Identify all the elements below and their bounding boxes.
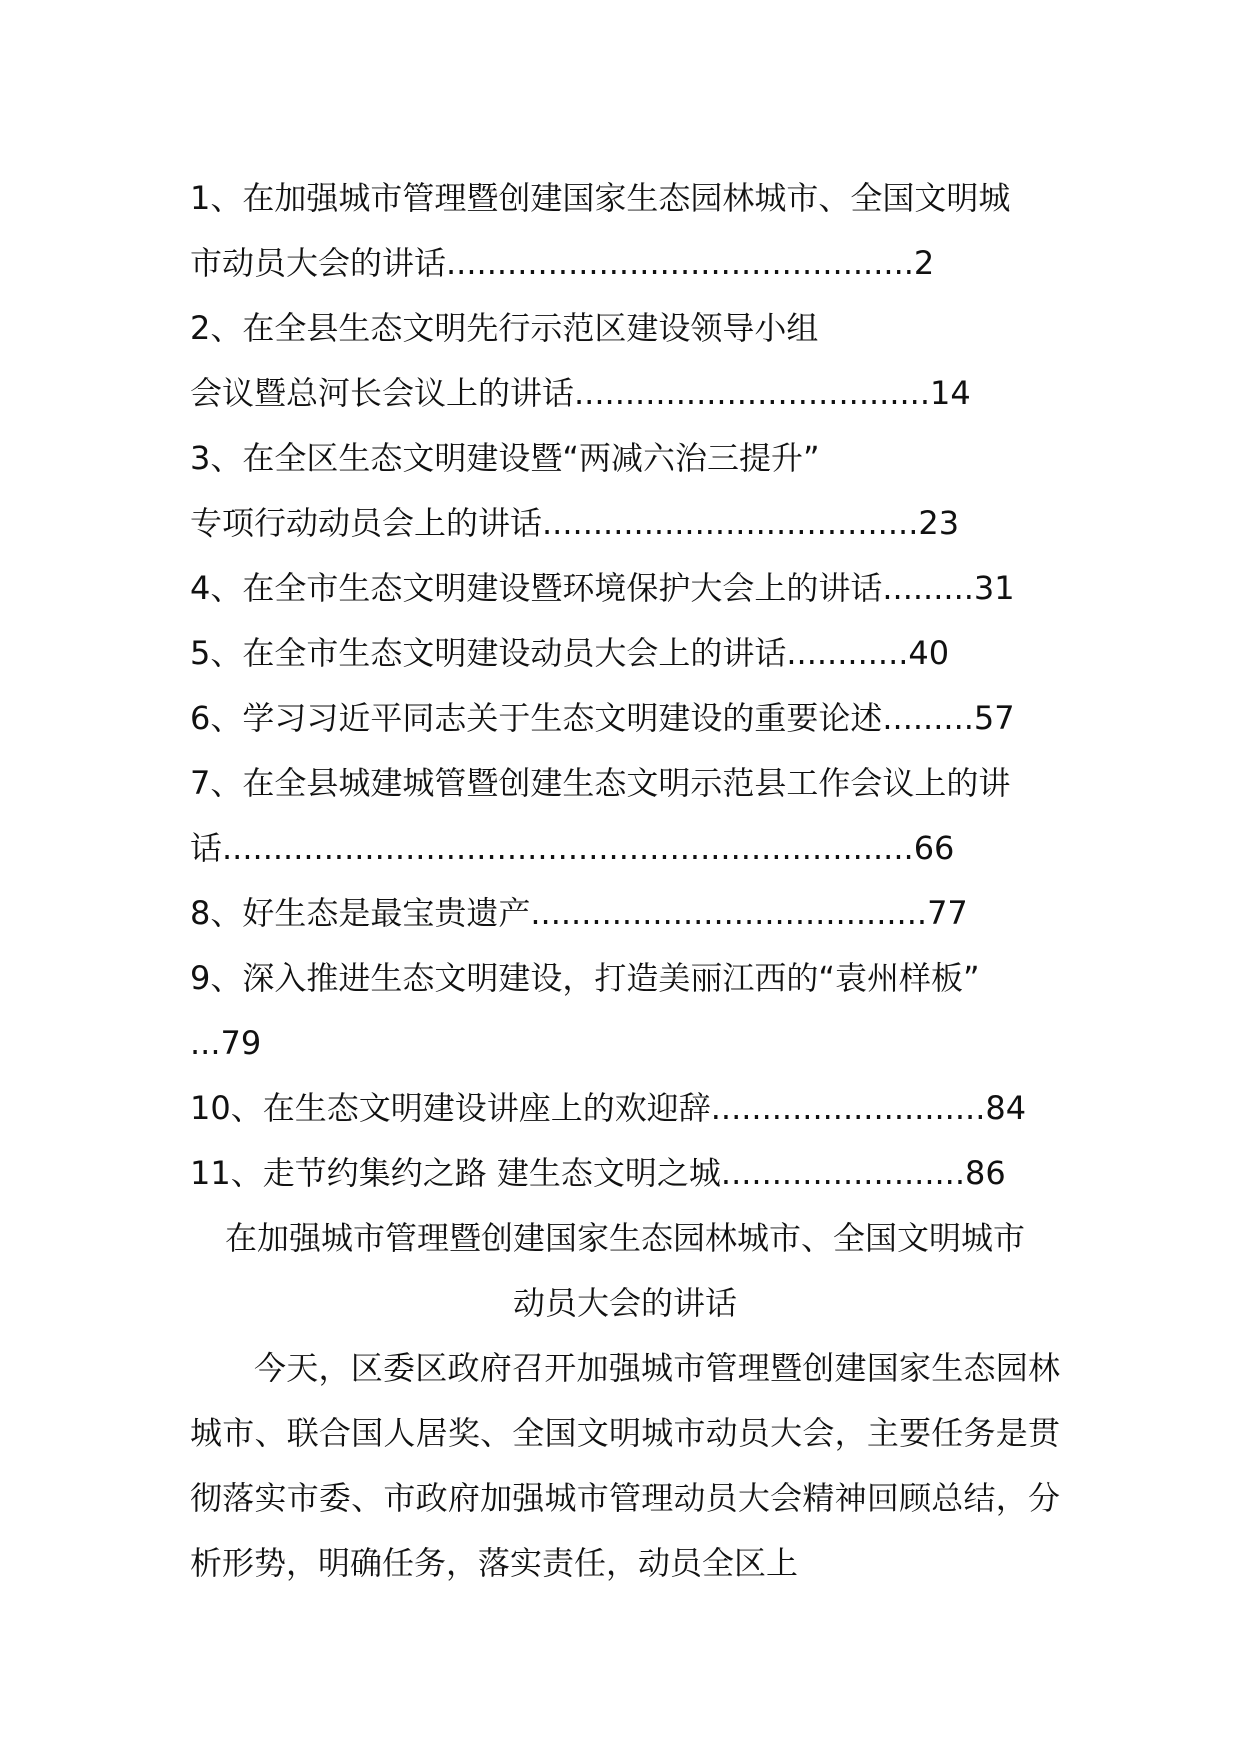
toc-line: 会议暨总河长会议上的讲话...................................14 bbox=[190, 374, 971, 412]
toc-line: ...79 bbox=[190, 1024, 262, 1062]
toc-line: 话....................................................................66 bbox=[190, 829, 955, 867]
toc-line: 市动员大会的讲话..............................................2 bbox=[190, 244, 935, 282]
toc-line: 4、在全市生态文明建设暨环境保护大会上的讲话.........31 bbox=[190, 569, 1015, 607]
article-paragraph: 今天，区委区政府召开加强城市管理暨创建国家生态园林城市、联合国人居奖、全国文明城市动员大会，主要任务是贯彻落实市委、市政府加强城市管理动员大会精神回顾总结，分析形势，明确任务，落实责任，动员全区上 bbox=[190, 1349, 1060, 1582]
toc-line: 3、在全区生态文明建设暨“两减六治三提升” bbox=[190, 439, 820, 477]
article-title-line-1: 在加强城市管理暨创建国家生态园林城市、全国文明城市 bbox=[224, 1219, 1025, 1257]
toc-line: 10、在生态文明建设讲座上的欢迎辞...........................84 bbox=[190, 1089, 1027, 1127]
toc-line: 2、在全县生态文明先行示范区建设领导小组 bbox=[190, 309, 819, 347]
article-title-line-2: 动员大会的讲话 bbox=[512, 1284, 737, 1322]
toc-line: 8、好生态是最宝贵遗产.......................................77 bbox=[190, 894, 968, 932]
toc-line: 7、在全县城建城管暨创建生态文明示范县工作会议上的讲 bbox=[190, 764, 1011, 802]
toc-line: 1、在加强城市管理暨创建国家生态园林城市、全国文明城 bbox=[190, 179, 1011, 217]
toc-line: 11、走节约集约之路 建生态文明之城........................86 bbox=[190, 1154, 1006, 1192]
toc-line: 5、在全市生态文明建设动员大会上的讲话............40 bbox=[190, 634, 950, 672]
toc-line: 9、深入推进生态文明建设，打造美丽江西的“袁州样板” bbox=[190, 959, 980, 997]
toc-line: 专项行动动员会上的讲话.....................................23 bbox=[190, 504, 960, 542]
article-title bbox=[190, 1206, 1060, 1336]
document-page bbox=[190, 166, 1060, 1596]
table-of-contents bbox=[190, 166, 1060, 1206]
toc-line: 6、学习习近平同志关于生态文明建设的重要论述.........57 bbox=[190, 699, 1015, 737]
